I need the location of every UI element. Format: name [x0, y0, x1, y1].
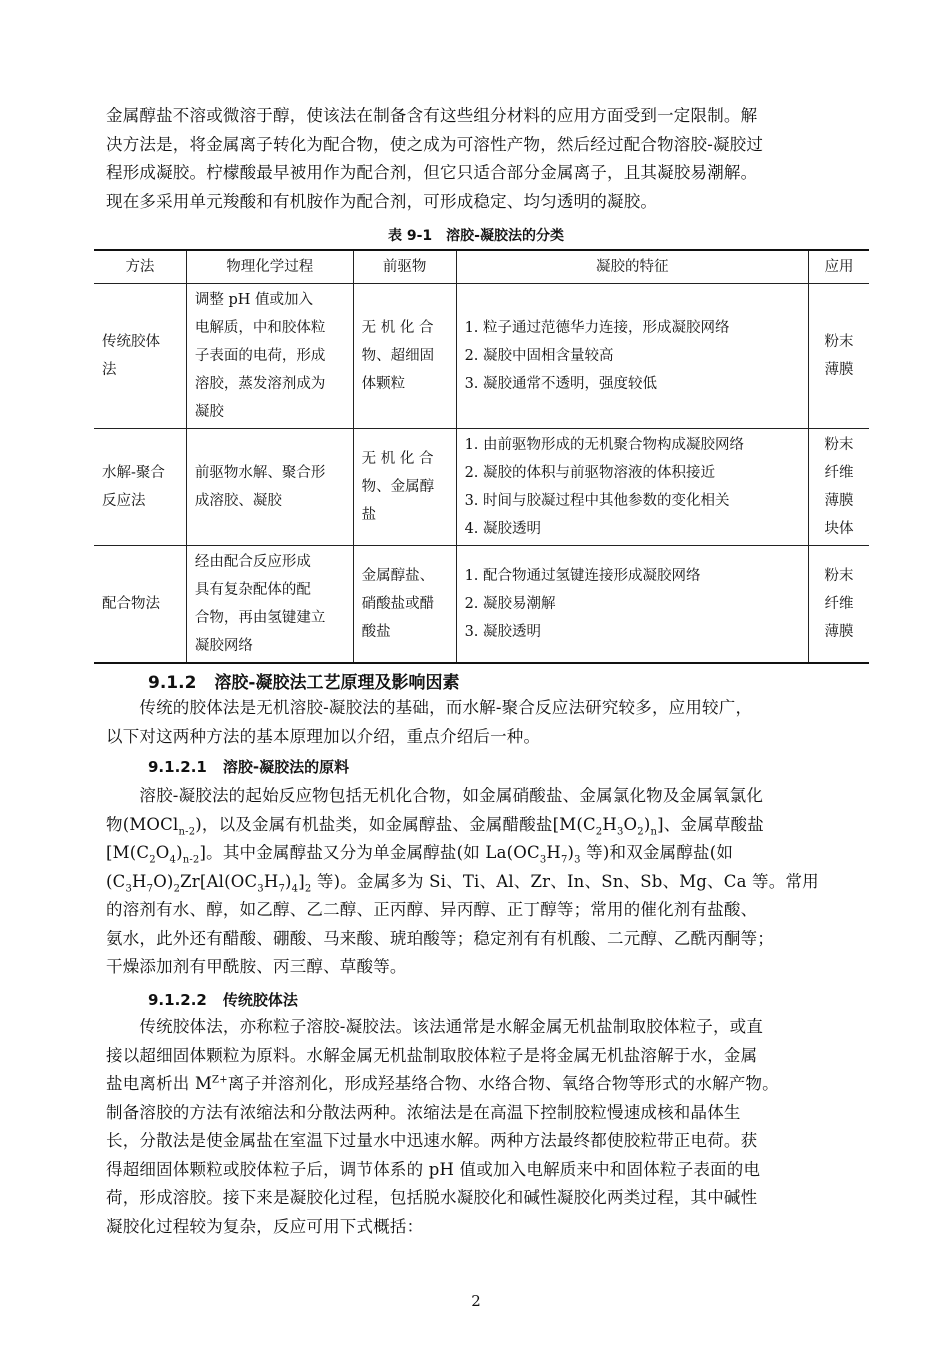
- text-line: 盐电离析出 $M^{Z+}$离子并溶剂化，形成羟基络合物、水络合物、氧络合物等形式的水解产物。: [106, 1074, 779, 1093]
- cell-method: [94, 429, 186, 546]
- header-method: 方法: [94, 250, 186, 284]
- cell-line: 合物，再由氢键建立: [194, 610, 326, 626]
- section-heading-9-1-2-1: [148, 756, 349, 777]
- cell-line: 成溶胶、凝胶: [194, 493, 282, 509]
- section-heading-9-1-2: [148, 668, 459, 693]
- cell-line: 传统胶体: [102, 334, 160, 350]
- section-number: 9.1.2.1: [148, 758, 207, 776]
- cell-process: [186, 429, 353, 546]
- cell-applications: [809, 284, 869, 429]
- cell-line: 前驱物水解、聚合形: [194, 465, 326, 481]
- cell-features: [456, 284, 808, 429]
- text-line: 以下对这两种方法的基本原理加以介绍，重点介绍后一种。: [106, 726, 541, 746]
- cell-line: 4. 凝胶透明: [464, 521, 542, 537]
- cell-line: 2. 凝胶易潮解: [464, 596, 556, 612]
- section-9-1-2-1-paragraph: [106, 782, 864, 982]
- text-line: 氨水，此外还有醋酸、硼酸、马来酸、琥珀酸等；稳定剂有有机酸、二元醇、乙酰丙酮等；: [106, 928, 774, 948]
- cell-line: 粉末: [824, 334, 854, 350]
- cell-line: 纤维: [824, 465, 854, 481]
- section-title: 溶胶-凝胶法工艺原理及影响因素: [214, 673, 460, 693]
- cell-line: 3. 凝胶透明: [464, 624, 542, 640]
- cell-applications: [809, 546, 869, 664]
- table-caption: 表 9-1 溶胶-凝胶法的分类: [388, 228, 564, 244]
- cell-method: [94, 546, 186, 664]
- cell-method: [94, 284, 186, 429]
- cell-line: 1. 配合物通过氢键连接形成凝胶网络: [464, 568, 701, 584]
- header-precursor: 前驱物: [353, 250, 456, 284]
- section-9-1-2-paragraph: [106, 694, 864, 751]
- cell-process: [186, 546, 353, 664]
- text-line: 的溶剂有水、醇，如乙醇、乙二醇、正丙醇、异丙醇、正丁醇等；常用的催化剂有盐酸、: [106, 900, 758, 919]
- cell-line: 金属醇盐、: [361, 568, 435, 584]
- cell-line: 薄膜: [824, 624, 854, 640]
- classification-table: [94, 249, 869, 664]
- cell-line: 具有复杂配体的配: [194, 582, 311, 598]
- cell-line: 调整 pH 值或加入: [194, 292, 314, 308]
- text-line: 干燥添加剂有甲酰胺、丙三醇、草酸等。: [106, 957, 407, 976]
- text-line: 长，分散法是使金属盐在室温下过量水中迅速水解。两种方法最终都使胶粒带正电荷。获: [106, 1131, 758, 1150]
- text-line: 接以超细固体颗粒为原料。水解金属无机盐制取胶体粒子是将金属无机盐溶解于水，金属: [106, 1045, 758, 1065]
- text-line: 物(MOCl$_{n-2}$)，以及金属有机盐类，如金属醇盐、金属醋酸盐$[M(C_2H_3O_2)_n]$、金属草酸盐: [106, 814, 764, 837]
- table-row: [94, 284, 869, 429]
- table-header-row: [94, 250, 869, 284]
- cell-line: 反应法: [102, 493, 146, 509]
- cell-line: 粉末: [824, 437, 854, 453]
- cell-line: 1. 粒子通过范德华力连接，形成凝胶网络: [464, 320, 730, 336]
- cell-line: 1. 由前驱物形成的无机聚合物构成凝胶网络: [464, 437, 745, 453]
- cell-line: 薄膜: [824, 493, 854, 509]
- cell-line: 水解-聚合: [102, 465, 165, 481]
- section-title: 传统胶体法: [222, 991, 298, 1009]
- cell-line: 溶胶，蒸发溶剂成为: [194, 376, 326, 392]
- cell-line: 块体: [824, 521, 854, 537]
- cell-line: 2. 凝胶中固相含量较高: [464, 348, 614, 364]
- header-process: 物理化学过程: [186, 250, 353, 284]
- cell-line: 体颗粒: [361, 376, 406, 392]
- cell-line: 粉末: [824, 568, 854, 584]
- cell-line: 无 机 化 合: [361, 320, 434, 336]
- cell-line: 2. 凝胶的体积与前驱物溶液的体积接近: [464, 465, 716, 481]
- section-number: 9.1.2.2: [148, 991, 207, 1009]
- cell-precursor: [353, 429, 456, 546]
- text-line: 得超细固体颗粒或胶体粒子后，调节体系的 pH 值或加入电解质来中和固体粒子表面的电: [106, 1159, 761, 1179]
- cell-line: 无 机 化 合: [361, 451, 434, 467]
- section-title: 溶胶-凝胶法的原料: [222, 758, 350, 776]
- cell-features: [456, 429, 808, 546]
- text-line: 程形成凝胶。柠檬酸最早被用作为配合剂，但它只适合部分金属离子，且其凝胶易潮解。: [106, 163, 758, 182]
- cell-process: [186, 284, 353, 429]
- text-line: 凝胶化过程较为复杂，反应可用下式概括：: [106, 1216, 424, 1236]
- header-applications: 应用: [809, 250, 869, 284]
- text-line: 荷，形成溶胶。接下来是凝胶化过程，包括脱水凝胶化和碱性凝胶化两类过程，其中碱性: [106, 1188, 758, 1207]
- cell-precursor: [353, 546, 456, 664]
- text-line: $[M(C_2O_4)_{n-2}]$。其中金属醇盐又分为单金属醇盐(如 $La(OC_3H_7)_3$ 等)和双金属醇盐(如: [106, 843, 734, 866]
- cell-line: 子表面的电荷，形成: [194, 348, 326, 364]
- cell-precursor: [353, 284, 456, 429]
- cell-line: 薄膜: [824, 362, 854, 378]
- cell-line: 电解质，中和胶体粒: [194, 320, 326, 336]
- text-line: 现在多采用单元羧酸和有机胺作为配合剂，可形成稳定、均匀透明的凝胶。: [106, 191, 658, 211]
- cell-line: 硝酸盐或醋: [361, 596, 435, 612]
- text-line: 传统胶体法，亦称粒子溶胶-凝胶法。该法通常是水解金属无机盐制取胶体粒子，或直: [106, 1017, 764, 1036]
- text-line: $(C_3H_7O)_2Zr[Al(OC_3H_7)_4]_2$ 等)。金属多为 Si、Ti、Al、Zr、In、Sn、Sb、Mg、Ca 等。常用: [106, 871, 819, 894]
- cell-line: 纤维: [824, 596, 854, 612]
- table-row: [94, 546, 869, 664]
- cell-applications: [809, 429, 869, 546]
- cell-line: 凝胶网络: [194, 638, 253, 654]
- text-line: 金属醇盐不溶或微溶于醇，使该法在制备含有这些组分材料的应用方面受到一定限制。解: [106, 106, 758, 125]
- section-9-1-2-2-paragraph: [106, 1013, 864, 1241]
- cell-line: 3. 时间与胶凝过程中其他参数的变化相关: [464, 493, 730, 509]
- text-line: 制备溶胶的方法有浓缩法和分散法两种。浓缩法是在高温下控制胶粒慢速成核和晶体生: [106, 1102, 741, 1122]
- cell-line: 盐: [361, 507, 377, 523]
- intro-paragraph: [106, 102, 864, 216]
- page-number: 2: [471, 1292, 481, 1310]
- section-number: 9.1.2: [148, 673, 197, 693]
- header-features: 凝胶的特征: [456, 250, 808, 284]
- section-heading-9-1-2-2: [148, 989, 298, 1010]
- text-line: 传统的胶体法是无机溶胶-凝胶法的基础，而水解-聚合反应法研究较多，应用较广，: [106, 698, 753, 717]
- text-line: 决方法是，将金属离子转化为配合物，使之成为可溶性产物，然后经过配合物溶胶-凝胶过: [106, 134, 764, 154]
- cell-line: 配合物法: [102, 596, 160, 612]
- cell-line: 物、超细固: [361, 348, 435, 364]
- cell-features: [456, 546, 808, 664]
- cell-line: 法: [102, 362, 117, 378]
- cell-line: 物、金属醇: [361, 479, 435, 495]
- table-row: [94, 429, 869, 546]
- cell-line: 酸盐: [361, 624, 391, 640]
- cell-line: 凝胶: [194, 404, 224, 420]
- cell-line: 3. 凝胶通常不透明，强度较低: [464, 376, 658, 392]
- cell-line: 经由配合反应形成: [194, 554, 311, 570]
- text-line: 溶胶-凝胶法的起始反应物包括无机化合物，如金属硝酸盐、金属氯化物及金属氧氯化: [106, 786, 764, 805]
